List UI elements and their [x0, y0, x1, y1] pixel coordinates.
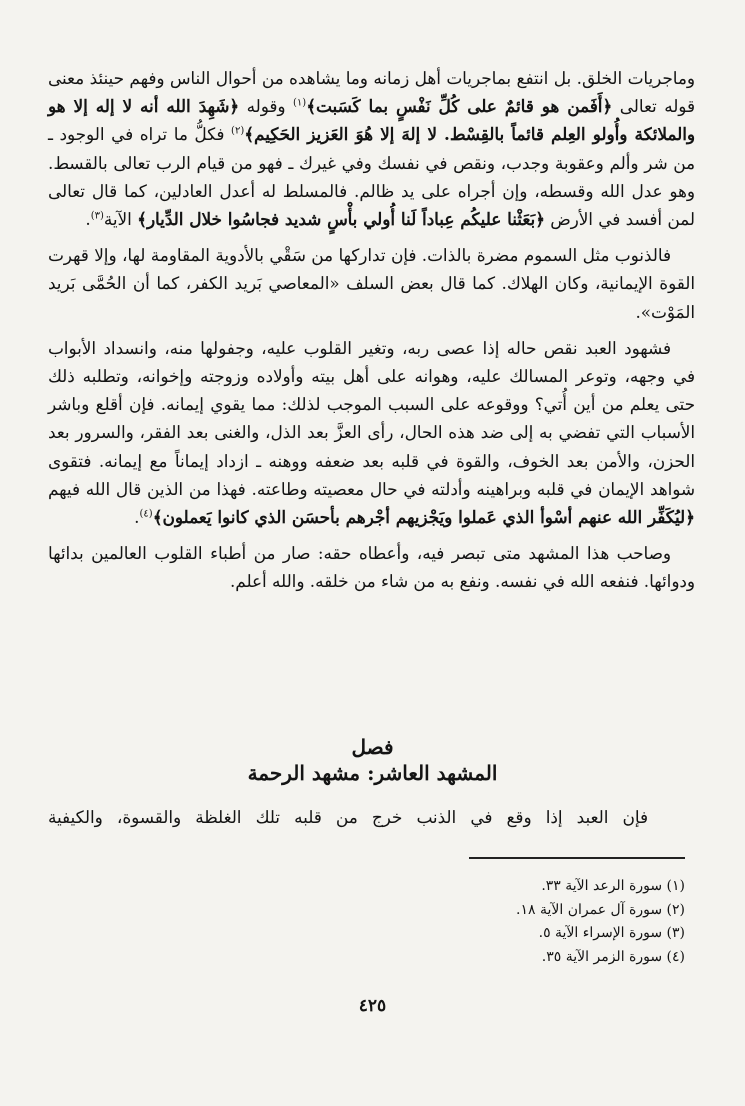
paragraph-2: فالذنوب مثل السموم مضرة بالذات. فإن تداركها من سَقْي بالأدوية المقاومة لها، وإلا قهرت القوة الإيمانية، وكان الهلاك. كما قال بعض السلف «المعاصي بَريد الكفر، كما أن الحُمَّى بَريد المَوْت».	[48, 245, 695, 322]
page-number: ٤٢٥	[358, 996, 387, 1016]
footnote-4: (٤) سورة الزمر الآية ٣٥.	[541, 948, 685, 965]
footnote-ref: (٣)	[90, 210, 104, 222]
quran-verse: ﴿شَهِدَ الله أنه لا إله إلا هو والملائكة وأُولو العِلم قائماً بالقِسْط. لا إلهَ إلا هُوَ العَزيز الحَكِيم﴾	[48, 96, 695, 145]
paragraph-4: وصاحب هذا المشهد متى تبصر فيه، وأعطاه حقه: صار من أطباء القلوب العالمين بدائها ودوائها. فنفعه الله في نفسه. ونفع به من شاء من خلقه. والله أعلم.	[48, 543, 695, 592]
section-subheading: المشهد العاشر: مشهد الرحمة	[247, 761, 498, 785]
section-heading: فصل	[351, 735, 394, 759]
text-run: وقوله	[239, 96, 294, 117]
footnotes	[385, 875, 685, 969]
quran-verse: ﴿ليُكَفِّر الله عنهم أسْوأ الذي عَملوا ويَجْزيهم أجْرهم بأحسَن الذي كانوا يَعملون﴾	[152, 507, 695, 528]
paragraph-1	[48, 64, 695, 233]
footnote-2: (٢) سورة آل عمران الآية ١٨.	[516, 901, 685, 918]
text-run: وماجريات الخلق. بل انتفع بماجريات أهل زمانه وما يشاهده من أحوال الناس وفهم حينئذ معنى قوله تعالى	[48, 68, 695, 117]
text-run: فشهود العبد نقص حاله إذا عصى ربه، وتغير القلوب عليه، وجفولها منه، وانسداد الأبواب في وجهه، وتوعر المسالك عليه، وهوانه على أهل بيته وأولاده وزوجته وإخوانه، وتطلبه ذلك حتى يعلم من أين أُتي؟ ووقوعه على السبب الموجب لذلك: مما يقوي إيمانه. فإن أقلع وباشر الأسباب التي تفضي به إلى ضد هذه الحال، رأى العزَّ بعد الذل، والغنى بعد الفقر، والسرور بعد الحزن، والأمن بعد الخوف، والقوة في قلبه بعد ضعفه ووهنه ـ ازداد إيماناً مع إيمانه. فتقوى شواهد الإيمان في قلبه وبراهينه وأدلته في حال معصيته وطاعته. فهذا من الذين قال الله فيهم	[48, 337, 695, 499]
footnote-ref: (٢)	[231, 125, 245, 137]
footnote-3: (٣) سورة الإسراء الآية ٥.	[538, 925, 685, 941]
text-run: .	[134, 507, 140, 528]
section-first-line: فإن العبد إذا وقع في الذنب خرج من قلبه تلك الغلظة والقسوة، والكيفية	[48, 807, 648, 827]
paragraph-3	[48, 334, 695, 531]
footnote-ref: (١)	[293, 97, 307, 109]
text-run: فكلُّ ما تراه في الوجود ـ من شر وألم وعقوبة وجدب، ونقص في نفسك وفي غيرك ـ فهو من قيام الرب تعالى بالقسط. وهو عدل الله وقسطه، وإن أجراه على يد ظالم. فالمسلط له أعدل العادلين، كما قال تعالى لمن أفسد في الأرض	[48, 124, 695, 230]
text-run: الآية	[103, 209, 138, 230]
quran-verse: ﴿بَعَثْنا عليكُم عِباداً لَنا أُولي بأْسٍ شديد فجاسُوا خلال الدِّيار﴾	[137, 209, 545, 230]
quran-verse: ﴿أَفَمن هو قائمٌ على كُلِّ نَفْسٍ بما كَسَبت﴾	[306, 96, 613, 117]
footnote-1: (١) سورة الرعد الآية ٣٣.	[541, 878, 685, 894]
text-run: .	[85, 209, 91, 230]
main-text	[48, 64, 695, 604]
footnote-divider	[469, 857, 685, 859]
footnote-ref: (٤)	[139, 508, 153, 520]
